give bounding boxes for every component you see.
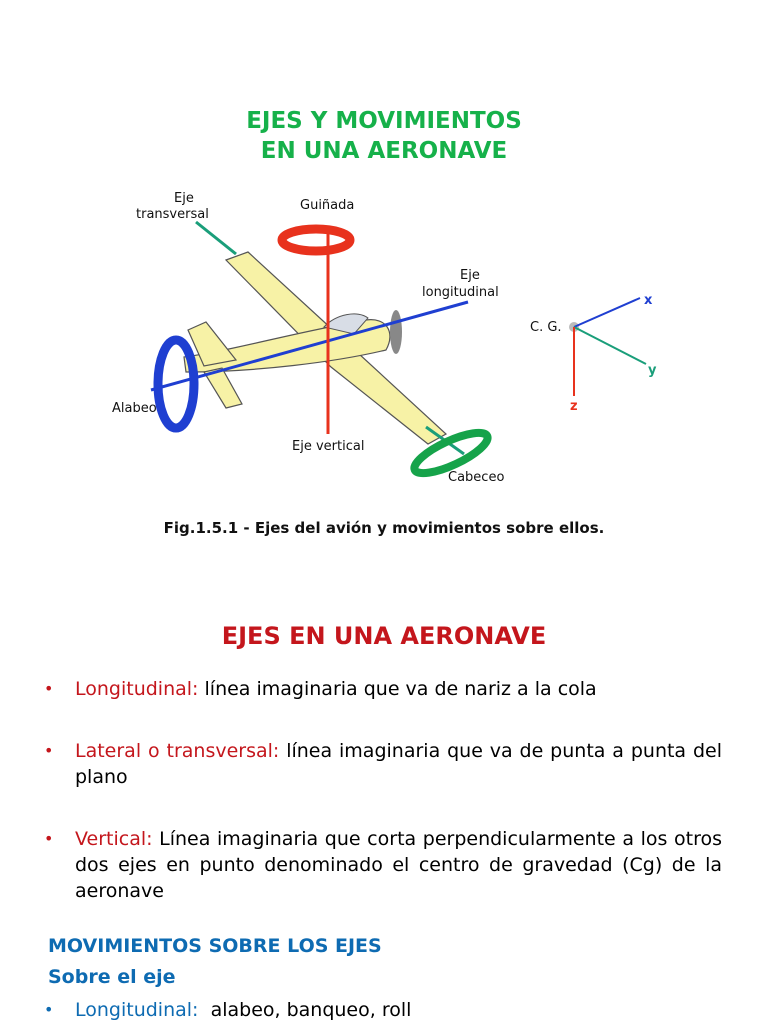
- sub-heading: Sobre el eje: [48, 966, 176, 988]
- bullet-term: Vertical:: [75, 828, 153, 850]
- movements-list: [44, 997, 722, 1023]
- bullet-text: Línea imaginaria que corta perpendicularmente a los otros dos ejes en punto denominado el centro de gravedad (Cg) de la aeronave: [75, 828, 722, 902]
- axes-list: [44, 676, 722, 904]
- figure-caption: Fig.1.5.1 - Ejes del avión y movimientos sobre ellos.: [163, 519, 605, 537]
- label-guinada: Guiñada: [300, 198, 355, 213]
- bullet-text: alabeo, banqueo, roll: [210, 999, 412, 1021]
- lateral-axis-line: [196, 222, 236, 254]
- movements-heading: MOVIMIENTOS SOBRE LOS EJES: [48, 935, 382, 957]
- propeller-icon: [390, 310, 402, 354]
- label-axis-y: y: [648, 363, 657, 378]
- list-item: [44, 826, 722, 904]
- label-cg: C. G.: [530, 320, 562, 335]
- bullet-term: Longitudinal:: [75, 678, 199, 700]
- yaw-ring-icon: [282, 229, 350, 251]
- x-axis-line: [574, 298, 640, 327]
- label-cabeceo: Cabeceo: [448, 470, 505, 485]
- label-eje-transversal-1: Eje: [174, 191, 194, 206]
- section-heading: EJES EN UNA AERONAVE: [221, 622, 547, 650]
- bullet-text: línea imaginaria que va de punta a punta del plano: [75, 740, 722, 788]
- list-item: [44, 676, 722, 702]
- bullet-text: línea imaginaria que va de nariz a la cola: [204, 678, 597, 700]
- bullet-term: Lateral o transversal:: [75, 740, 280, 762]
- page-title-line1: EJES Y MOVIMIENTOS: [246, 108, 522, 134]
- label-alabeo: Alabeo: [112, 401, 157, 416]
- list-item: [44, 997, 722, 1023]
- label-eje-longitudinal-1: Eje: [460, 268, 480, 283]
- label-axis-x: x: [644, 293, 653, 308]
- bullet-term: Longitudinal:: [75, 999, 199, 1021]
- aircraft-axes-figure: [96, 182, 696, 512]
- aircraft-axes-illustration: [96, 182, 696, 512]
- label-eje-vertical: Eje vertical: [292, 439, 365, 454]
- y-axis-line: [574, 327, 646, 364]
- list-item: [44, 738, 722, 790]
- label-eje-longitudinal-2: longitudinal: [422, 285, 499, 300]
- label-eje-transversal-2: transversal: [136, 207, 209, 222]
- label-axis-z: z: [570, 399, 578, 414]
- page-title-line2: EN UNA AERONAVE: [260, 138, 508, 164]
